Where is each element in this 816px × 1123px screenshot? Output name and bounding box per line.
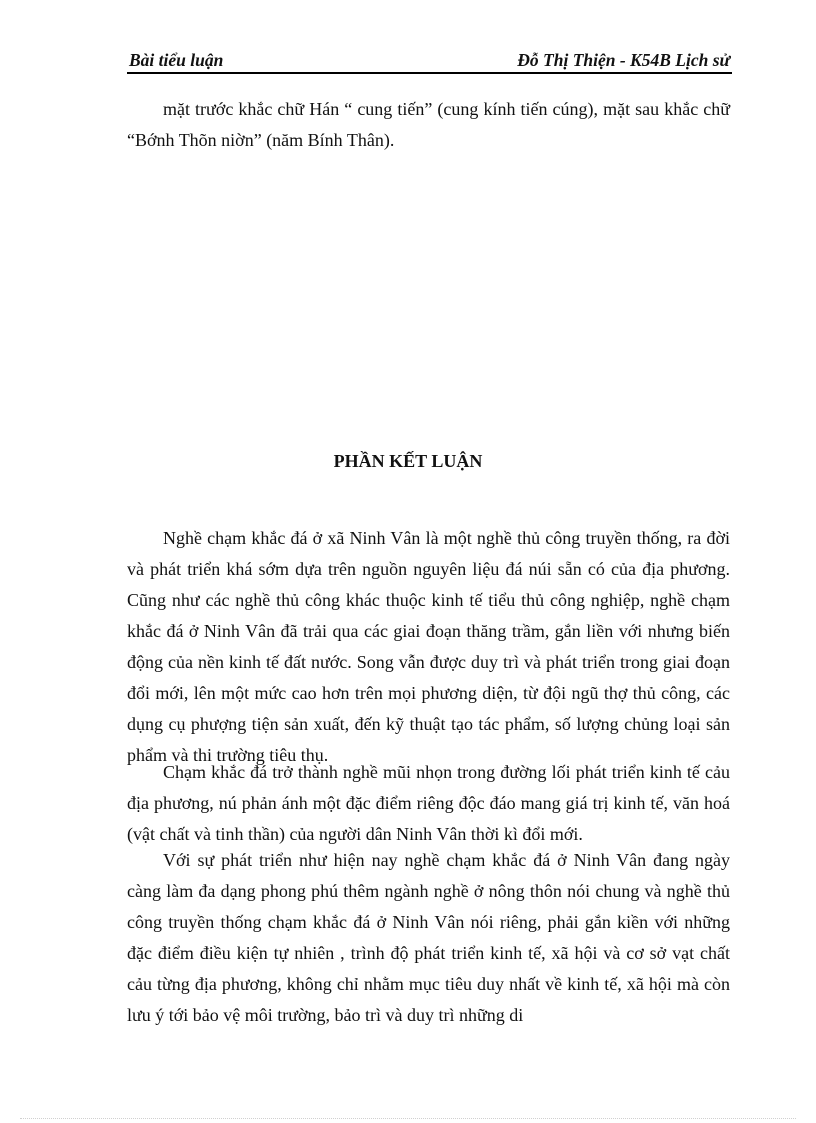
paragraph-conclusion-3: Với sự phát triển như hiện nay nghề chạm khắc đá ở Ninh Vân đang ngày càng làm đa dạng phong phú thêm ngành nghề ở nông thôn nói chung và nghề thủ công truyền thống chạm khắc đá ở Ninh Vân nói riêng, phải gắn kiền với những đặc điểm điều kiện tự nhiên , trình độ phát triển kinh tế, xã hội và cơ sở vạt chất cảu từng địa phương, không chỉ nhằm mục tiêu duy nhất về kinh tế, xã hội mà còn lưu ý tới bảo vệ môi trường, bảo trì và duy trì những di [127,850,730,1025]
paragraph-continued: mặt trước khắc chữ Hán “ cung tiến” (cung kính tiến cúng), mặt sau khắc chữ “Bớnh Thõn niờn” (năm Bính Thân). [127,99,730,150]
paragraph-conclusion-1: Nghề chạm khắc đá ở xã Ninh Vân là một nghề thủ công truyền thống, ra đời và phát triển khá sớm dựa trên nguồn nguyên liệu đá núi sẵn có của địa phương. Cũng như các nghề thủ công khác thuộc kinh tế tiểu thủ công nghiệp, nghề chạm khắc đá ở Ninh Vân đã trải qua các giai đoạn thăng trầm, gắn liền với nhưng biến động của nền kinh tế đất nước. Song vẫn được duy trì và phát triển trong giai đoạn đổi mới, lên một mức cao hơn trên mọi phương diện, từ đội ngũ thợ thủ công, các dụng cụ phượng tiện sản xuất, đến kỹ thuật tạo tác phẩm, số lượng chủng loại sản phẩm và thi trường tiêu thụ. [127,528,730,765]
page-bottom-divider [20,1118,796,1119]
section-title: PHẦN KẾT LUẬN [333,451,483,471]
paragraph-conclusion-2: Chạm khắc đá trở thành nghề mũi nhọn trong đường lối phát triển kinh tế cảu địa phương, nú phản ánh một đặc điểm riêng độc đáo mang giá trị kinh tế, văn hoá (vật chất và tinh thần) của người dân Ninh Vân thời kì đổi mới. [127,762,730,844]
header-course-title: Bài tiểu luận [129,50,224,70]
page-header [127,46,732,74]
header-author: Đỗ Thị Thiện - K54B Lịch sử [517,50,730,70]
